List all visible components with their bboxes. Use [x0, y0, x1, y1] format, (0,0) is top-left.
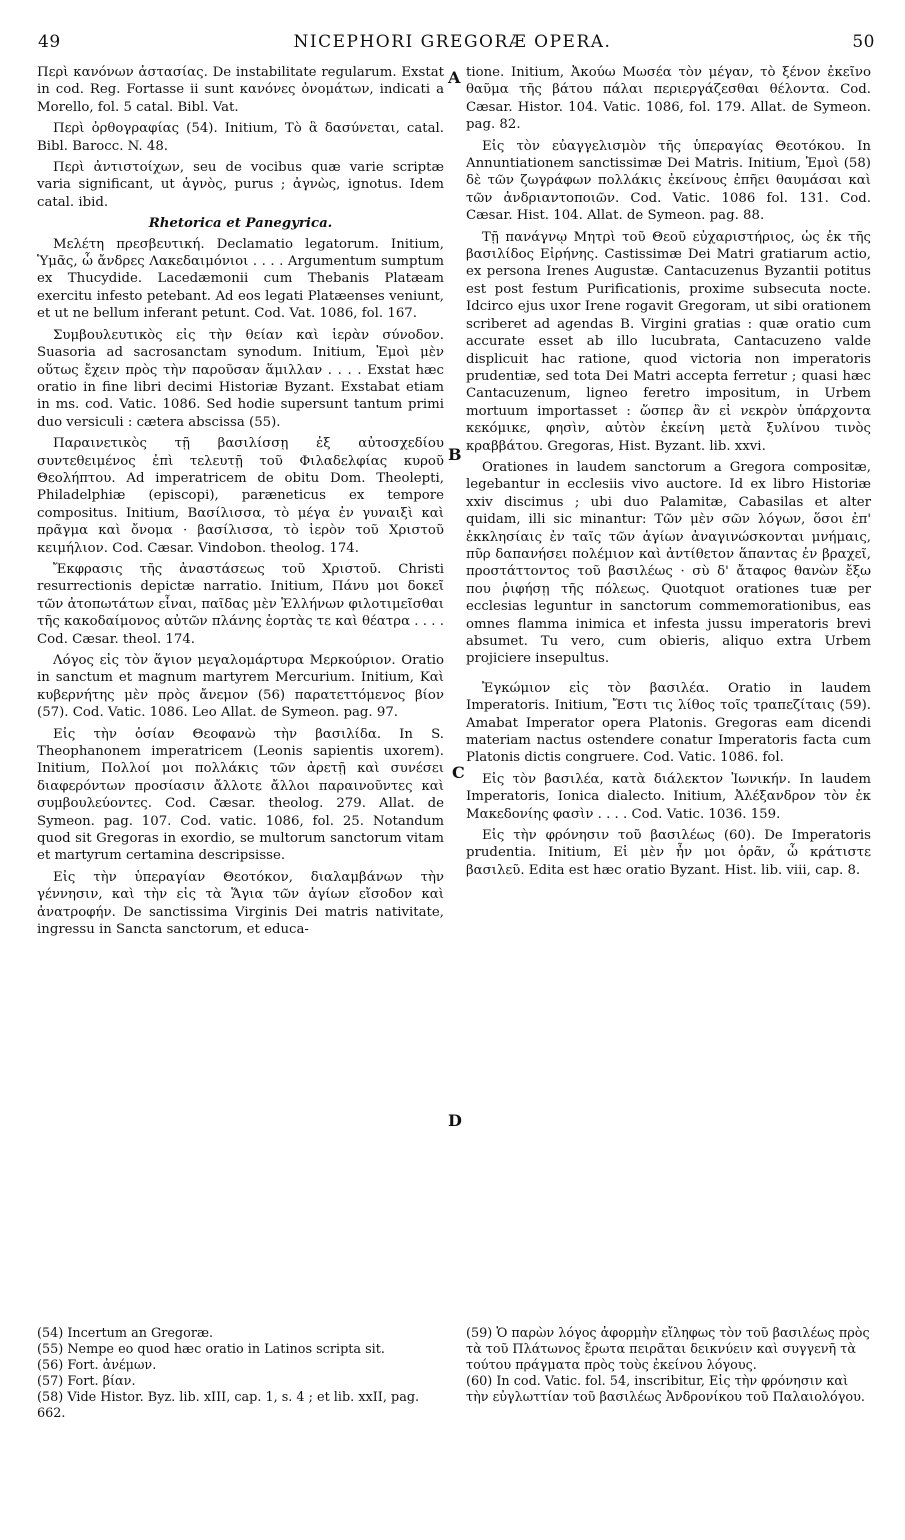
left-text-column: [37, 64, 444, 943]
paragraph: Περὶ κανόνων ἀστασίας. De instabilitate regularum. Exstat in cod. Reg. Fortasse ii sunt κανόνες ὀνομάτων, indicati a Morello, fol. 5 catal. Bibl. Vat.: [37, 65, 444, 115]
paragraph: Περὶ ἀντιστοίχων, seu de vocibus quæ varie scriptæ varia significant, ut ἁγνὸς, purus ; ἀγνὼς, ignotus. Idem catal. ibid.: [37, 160, 444, 210]
footnotes-right: [466, 1326, 871, 1406]
section-heading: Rhetorica et Panegyrica.: [148, 216, 333, 232]
paragraph: Τῇ πανάγνῳ Μητρὶ τοῦ Θεοῦ εὐχαριστήριος, ὡς ἐκ τῆς βασιλίδος Εἰρήνης. Castissimæ Dei Matri gratiarum actio, ex persona Irenes Augustæ. Cantacuzenus Byzantii potitus est post festum Purificationis, proxime subsecuta nocte. Idcirco ejus uxor Irene rogavit Gregoram, ut sibi orationem scriberet ad agendas B. Virgini gratias : quæ oratio cum accurate esset ab illo lucubrata, Cantacuzeno valde displicuit hac ratione, quod victoria non imperatoris prudentiæ, sed tota Dei Matri accepta ferretur ; quasi hæc Cantacuzenum, ligneo feretro impositum, in Urbem mortuum importasset : ὥσπερ ἂν εἰ νεκρὸν ὑπάρχοντα κεκόμικε, φησὶν, αὐτὸν ἐκείνη μετὰ ξυλίνου τινὸς κραββάτου. Gregoras, Hist. Byzant. lib. xxvi.: [466, 229, 871, 454]
footnotes-left: [37, 1326, 444, 1422]
paragraph: Ἔκφρασις τῆς ἀναστάσεως τοῦ Χριστοῦ. Christi resurrectionis depictæ narratio. Initium, Πάνυ μοι δοκεῖ τῶν ἀτοπωτάτων εἶναι, παῖδας μὲν Ἑλλήνων φιλοτιμεῖσθαι τῆς κακοδαίμονος αὐτῶν πλάνης ἑορτὰς τε καὶ θέατρα . . . . Cod. Cæsar. theol. 174.: [37, 561, 444, 647]
page-number-left: 49: [38, 32, 61, 52]
paragraph: Περὶ ὀρθογραφίας (54). Initium, Τὸ ἃ δασύνεται, catal. Bibl. Barocc. N. 48.: [37, 121, 444, 154]
footnote: (57) Fort. βίαν.: [37, 1374, 136, 1389]
margin-marker-c: C: [452, 763, 465, 782]
paragraph: Ἐγκώμιον εἰς τὸν βασιλέα. Oratio in laudem Imperatoris. Initium, Ἔστι τις λίθος τοῖς τραπεζίταις (59). Amabat Imperator opera Platonis. Gregoras eam dicendi materiam nactus ostendere conatur Imperatoris facta cum Platonis dictis congruere. Cod. Vatic. 1086. fol.: [466, 680, 871, 766]
paragraph: Εἰς τὴν ὁσίαν Θεοφανὼ τὴν βασιλίδα. In S. Theophanonem imperatricem (Leonis sapientis uxorem). Initium, Πολλοί μοι πολλάκις τῶν ἀρετῇ καὶ συνέσει διαφερόντων προσίασιν ἄλλοτε ἄλλοι παραινοῦντες καὶ συμβουλεύοντες. Cod. Cæsar. theolog. 279. Allat. de Symeon. pag. 107. Cod. vatic. 1086, fol. 25. Notandum quod sit Gregoras in exordio, se multorum sanctorum vitam et martyrum certamina descripsisse.: [37, 726, 444, 864]
margin-marker-a: A: [448, 68, 461, 87]
footnote: (54) Incertum an Gregoræ.: [37, 1326, 214, 1341]
footnote: (58) Vide Histor. Byz. lib. xIII, cap. 1, s. 4 ; et lib. xxII, pag. 662.: [37, 1390, 420, 1421]
paragraph: Εἰς τὴν φρόνησιν τοῦ βασιλέως (60). De Imperatoris prudentia. Initium, Εἰ μὲν ἦν μοι ὁρᾶν, ὦ κράτιστε βασιλεῦ. Edita est hæc oratio Byzant. Hist. lib. viii, cap. 8.: [466, 828, 871, 878]
footnote: (56) Fort. ἀνέμων.: [37, 1358, 157, 1373]
paragraph: Παραινετικὸς τῇ βασιλίσσῃ ἐξ αὐτοσχεδίου συντεθειμένος ἐπὶ τελευτῇ τοῦ Φιλαδελφίας κυροῦ Θεολήπτου. Ad imperatricem de obitu Dom. Theolepti, Philadelphiæ (episcopi), paræneticus ex tempore compositus. Initium, Βασίλισσα, τὸ μέγα ἐν γυναιξὶ καὶ πρᾶγμα καὶ ὄνομα · βασίλισσα, τὸ ἱερὸν τοῦ Χριστοῦ κειμήλιον. Cod. Cæsar. Vindobon. theolog. 174.: [37, 436, 444, 556]
footnote: (55) Nempe eo quod hæc oratio in Latinos scripta sit.: [37, 1342, 385, 1357]
margin-marker-d: D: [448, 1111, 462, 1130]
margin-marker-b: B: [448, 445, 462, 464]
paragraph: Εἰς τὴν ὑπεραγίαν Θεοτόκον, διαλαμβάνων τὴν γέννησιν, καὶ τὴν εἰς τὰ Ἅγια τῶν ἁγίων εἴσοδον καὶ ἀνατροφήν. De sanctissima Virginis Dei matris nativitate, ingressu in Sancta sanctorum, et educa-: [37, 869, 444, 938]
footnote: (60) In cod. Vatic. fol. 54, inscribitur, Εἰς τὴν φρόνησιν καὶ τὴν εὐγλωττίαν τοῦ βασιλέως Ἀνδρονίκου τοῦ Παλαιολόγου.: [466, 1374, 865, 1405]
paragraph: Orationes in laudem sanctorum a Gregora compositæ, legebantur in ecclesiis vivo auctore. Id ex libro Historiæ xxiv discimus ; ubi duo Palamitæ, Cabasilas et alter quidam, illi sic minantur: Τῶν μὲν σῶν λόγων, ὅσοι ἐπ' ἐκκλησίαις ἐν ταῖς τῶν ἁγίων ἀναγινώσκονται μνήμαις, πῦρ δαπανήσει πολέμιον καὶ ἀντίθετον ἅπαντας ἐν βραχεῖ, προστάττοντος τοῦ βασιλέως · σὺ δ' ἄταφος θανὼν ἔξω που ῥιφήσῃ τῆς πόλεως. Quotquot orationes tuæ per ecclesias leguntur in sanctorum commemorationibus, eas omnes flamma inimica et infesta jussu imperatoris brevi absumet. Tu vero, cum obieris, aliquo extra Urbem projiciere insepultus.: [466, 459, 871, 667]
paragraph: Εἰς τὸν εὐαγγελισμὸν τῆς ὑπεραγίας Θεοτόκου. In Annuntiationem sanctissimæ Dei Matris. Initium, Ἐμοὶ (58) δὲ τῶν ζωγράφων πολλάκις ἐκείνους ἐπῆει θαυμάσαι καὶ τῶν ἀνδριαντοποιῶν. Cod. Vatic. 1086 fol. 131. Cod. Cæsar. Hist. 104. Allat. de Symeon. pag. 88.: [466, 138, 871, 224]
paragraph: tione. Initium, Ἀκούω Μωσέα τὸν μέγαν, τὸ ξένον ἐκεῖνο θαῦμα τῆς βάτου πάλαι περιεργάζεσθαι θέλοντα. Cod. Cæsar. Histor. 104. Vatic. 1086, fol. 179. Allat. de Symeon. pag. 82.: [466, 65, 871, 133]
page-number-right: 50: [852, 32, 875, 52]
paragraph: Λόγος εἰς τὸν ἅγιον μεγαλομάρτυρα Μερκούριον. Oratio in sanctum et magnum martyrem Mercurium. Initium, Καὶ κυβερνήτης μὲν πρὸς ἄνεμον (56) παρατεττόμενος βίον (57). Cod. Vatic. 1086. Leo Allat. de Symeon. pag. 97.: [37, 653, 444, 721]
footnote: (59) Ὁ παρὼν λόγος ἀφορμὴν εἴληφως τὸν τοῦ βασιλέως πρὸς τὰ τοῦ Πλάτωνος ἔρωτα πειρᾶται δεικνύειν καὶ συγγενῆ τὰ τούτου πράγματα πρὸς τοὺς ἐκείνου λόγους.: [466, 1326, 870, 1373]
paragraph: Εἰς τὸν βασιλέα, κατὰ διάλεκτον Ἰωνικήν. In laudem Imperatoris, Ionica dialecto. Initium, Ἀλέξανδρον τὸν ἐκ Μακεδονίης φασὶν . . . . Cod. Vatic. 1036. 159.: [466, 771, 871, 822]
right-text-column: [466, 64, 871, 883]
running-title: NICEPHORI GREGORÆ OPERA.: [293, 32, 612, 52]
paragraph: Μελέτη πρεσβευτική. Declamatio legatorum. Initium, Ὑμᾶς, ὦ ἄνδρες Λακεδαιμόνιοι . . . . Argumentum sumptum ex Thucydide. Lacedæmonii cum Thebanis Platæam exercitu infesto petebant. Ad eos legati Platæenses veniunt, et ut ne bellum inferant petunt. Cod. Vat. 1086, fol. 167.: [37, 236, 444, 322]
paragraph: Συμβουλευτικὸς εἰς τὴν θείαν καὶ ἱερὰν σύνοδον. Suasoria ad sacrosanctam synodum. Initium, Ἐμοὶ μὲν οὕτως ἔχειν πρὸς τὴν παροῦσαν ἅμιλλαν . . . . Exstat hæc oratio in fine libri decimi Historiæ Byzant. Exstabat etiam in ms. cod. Vatic. 1086. Sed hodie supersunt tantum primi duo versiculi : cætera abscissa (55).: [37, 327, 444, 430]
